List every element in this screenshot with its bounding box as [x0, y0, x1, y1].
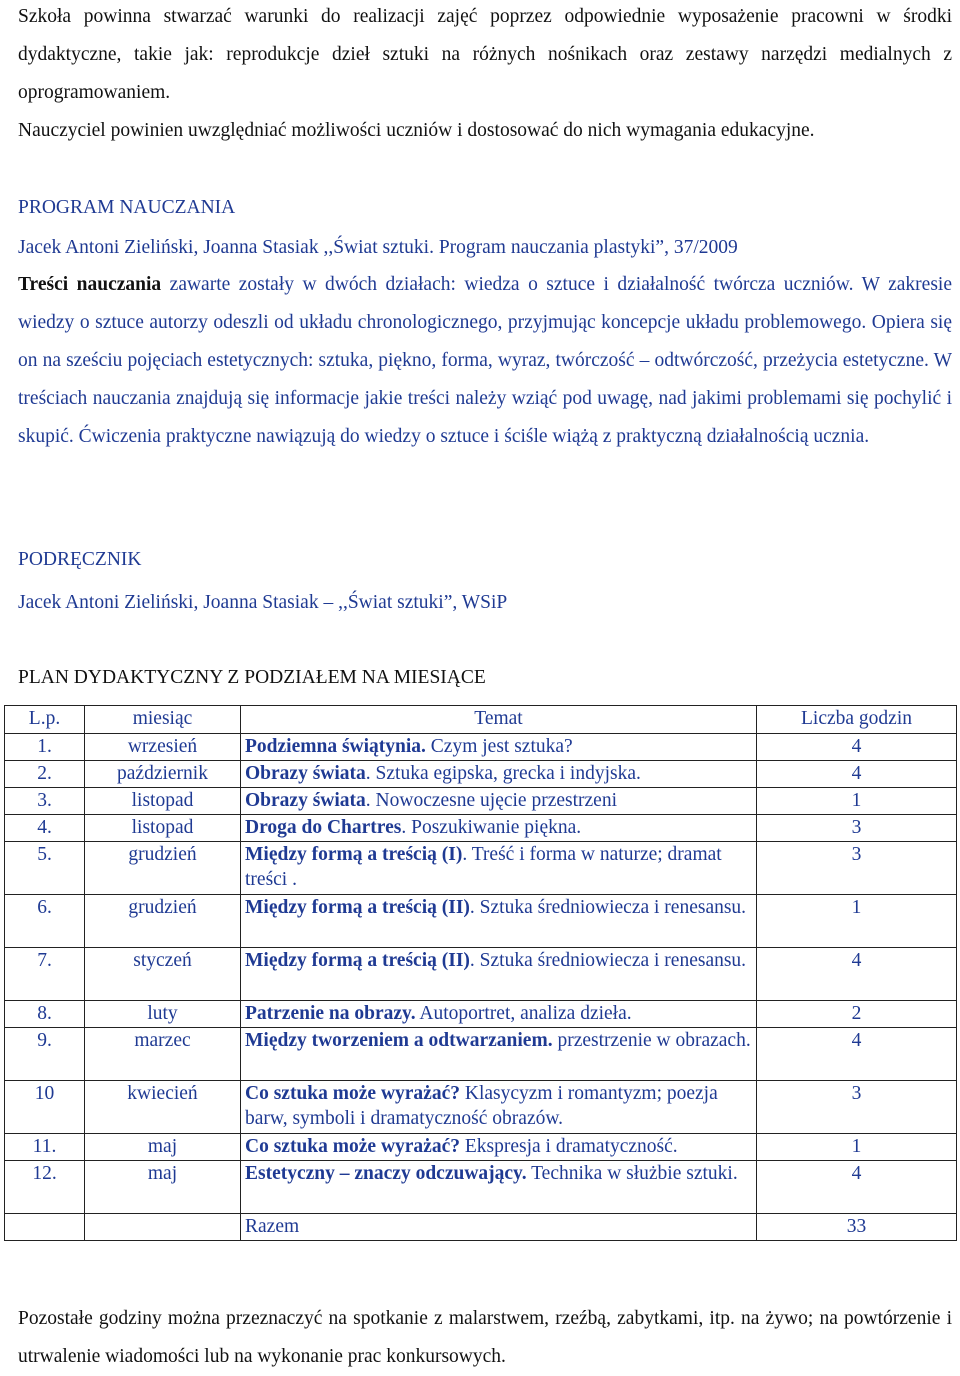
- textbook-source: Jacek Antoni Zieliński, Joanna Stasiak – ,,Świat sztuki”, WSiP: [18, 592, 508, 613]
- table-row: [5, 1134, 957, 1161]
- row-month: maj: [85, 1134, 241, 1161]
- row-hours: 3: [757, 815, 957, 842]
- row-lp: 6.: [5, 895, 85, 948]
- program-heading: PROGRAM NAUCZANIA: [18, 197, 236, 218]
- row-hours: 4: [757, 1028, 957, 1081]
- plan-heading: PLAN DYDAKTYCZNY Z PODZIAŁEM NA MIESIĄCE: [18, 667, 486, 688]
- row-lp: 7.: [5, 948, 85, 1001]
- header-lp: L.p.: [5, 706, 85, 734]
- row-month: październik: [85, 761, 241, 788]
- intro-section: [18, 0, 952, 150]
- plan-table: [4, 705, 957, 1241]
- total-empty-lp: [5, 1214, 85, 1241]
- row-topic: [241, 788, 757, 815]
- row-topic: [241, 734, 757, 761]
- program-lead: Treści nauczania: [18, 274, 162, 295]
- row-lp: 12.: [5, 1161, 85, 1214]
- topic-title: Między formą a treścią (I): [245, 844, 463, 865]
- table-row: [5, 842, 957, 895]
- topic-detail: . Sztuka egipska, grecka i indyjska.: [365, 763, 641, 784]
- row-month: styczeń: [85, 948, 241, 1001]
- row-month: listopad: [85, 815, 241, 842]
- row-hours: 1: [757, 788, 957, 815]
- textbook-heading: PODRĘCZNIK: [18, 549, 142, 570]
- row-lp: 1.: [5, 734, 85, 761]
- topic-detail: Autoportret, analiza dzieła.: [415, 1003, 632, 1024]
- topic-title: Co sztuka może wyrażać?: [245, 1083, 460, 1104]
- row-month: grudzień: [85, 895, 241, 948]
- row-hours: 3: [757, 1081, 957, 1134]
- topic-detail: . Treść i forma w naturze; dramat treści .: [245, 844, 722, 890]
- table-total-row: [5, 1214, 957, 1241]
- topic-title: Droga do Chartres: [245, 817, 402, 838]
- row-lp: 11.: [5, 1134, 85, 1161]
- topic-detail: . Poszukiwanie piękna.: [401, 817, 582, 838]
- row-lp: 8.: [5, 1001, 85, 1028]
- topic-detail: Technika w służbie sztuki.: [526, 1163, 738, 1184]
- table-row: [5, 1081, 957, 1134]
- row-topic: [241, 1081, 757, 1134]
- row-topic: [241, 1134, 757, 1161]
- table-row: [5, 734, 957, 761]
- topic-title: Patrzenie na obrazy.: [245, 1003, 416, 1024]
- topic-title: Obrazy świata: [245, 790, 366, 811]
- table-row: [5, 1161, 957, 1214]
- row-month: grudzień: [85, 842, 241, 895]
- header-hours: Liczba godzin: [757, 706, 957, 734]
- total-label: Razem: [241, 1214, 757, 1241]
- topic-title: Między formą a treścią (II): [245, 897, 470, 918]
- row-lp: 9.: [5, 1028, 85, 1081]
- topic-title: Między formą a treścią (II): [245, 950, 470, 971]
- row-lp: 5.: [5, 842, 85, 895]
- row-lp: 4.: [5, 815, 85, 842]
- row-hours: 4: [757, 761, 957, 788]
- row-lp: 2.: [5, 761, 85, 788]
- row-hours: 3: [757, 842, 957, 895]
- row-hours: 2: [757, 1001, 957, 1028]
- topic-detail: . Nowoczesne ujęcie przestrzeni: [365, 790, 617, 811]
- topic-detail: Ekspresja i dramatyczność.: [460, 1136, 678, 1157]
- row-lp: 3.: [5, 788, 85, 815]
- row-topic: [241, 895, 757, 948]
- row-month: listopad: [85, 788, 241, 815]
- program-description: [18, 266, 952, 456]
- row-topic: [241, 842, 757, 895]
- header-topic: Temat: [241, 706, 757, 734]
- row-hours: 1: [757, 1134, 957, 1161]
- table-row: [5, 788, 957, 815]
- row-topic: [241, 1001, 757, 1028]
- topic-detail: Czym jest sztuka?: [425, 736, 573, 757]
- topic-title: Między tworzeniem a odtwarzaniem.: [245, 1030, 553, 1051]
- header-month: miesiąc: [85, 706, 241, 734]
- topic-detail: . Sztuka średniowiecza i renesansu.: [469, 950, 747, 971]
- table-row: [5, 948, 957, 1001]
- table-header-row: [5, 706, 957, 734]
- row-topic: [241, 1028, 757, 1081]
- total-empty-month: [85, 1214, 241, 1241]
- row-month: kwiecień: [85, 1081, 241, 1134]
- table-row: [5, 895, 957, 948]
- intro-paragraph-1: Szkoła powinna stwarzać warunki do realizacji zajęć poprzez odpowiednie wyposażenie pracowni w środki dydaktyczne, takie jak: reprodukcje dzieł sztuki na różnych nośnikach oraz zestawy narzędzi medialnych z oprogramowaniem.: [18, 6, 952, 103]
- intro-paragraph-2: Nauczyciel powinien uwzględniać możliwości uczniów i dostosować do nich wymagania edukacyjne.: [18, 120, 815, 141]
- topic-title: Co sztuka może wyrażać?: [245, 1136, 460, 1157]
- row-month: wrzesień: [85, 734, 241, 761]
- row-lp: 10: [5, 1081, 85, 1134]
- table-row: [5, 1028, 957, 1081]
- row-topic: [241, 948, 757, 1001]
- row-topic: [241, 815, 757, 842]
- program-paragraph: [18, 266, 952, 456]
- row-topic: [241, 761, 757, 788]
- topic-title: Podziemna świątynia.: [245, 736, 426, 757]
- row-hours: 4: [757, 1161, 957, 1214]
- row-hours: 4: [757, 734, 957, 761]
- row-month: maj: [85, 1161, 241, 1214]
- table-row: [5, 1001, 957, 1028]
- row-hours: 1: [757, 895, 957, 948]
- row-topic: [241, 1161, 757, 1214]
- row-month: marzec: [85, 1028, 241, 1081]
- topic-detail: przestrzenie w obrazach.: [552, 1030, 751, 1051]
- table-row: [5, 815, 957, 842]
- topic-detail: . Sztuka średniowiecza i renesansu.: [469, 897, 747, 918]
- closing-paragraph: Pozostałe godziny można przeznaczyć na spotkanie z malarstwem, rzeźbą, zabytkami, itp. na żywo; na powtórzenie i utrwalenie wiadomości lub na wykonanie prac konkursowych.: [18, 1308, 952, 1367]
- row-month: luty: [85, 1001, 241, 1028]
- closing-note: [18, 1300, 952, 1376]
- row-hours: 4: [757, 948, 957, 1001]
- topic-title: Estetyczny – znaczy odczuwający.: [245, 1163, 527, 1184]
- table-row: [5, 761, 957, 788]
- total-hours: 33: [757, 1214, 957, 1241]
- program-source: Jacek Antoni Zieliński, Joanna Stasiak ,,Świat sztuki. Program nauczania plastyki”, 37/2009: [18, 237, 738, 258]
- topic-title: Obrazy świata: [245, 763, 366, 784]
- program-body: zawarte zostały w dwóch działach: wiedza o sztuce i działalność twórcza uczniów. W zakresie wiedzy o sztuce autorzy odeszli od układu chronologicznego, przyjmując koncepcje układu problemowego. Opiera się on na sześciu pojęciach estetycznych: sztuka, piękno, forma, wyraz, twórczość – odtwórczość, przeżycia estetyczne. W treściach nauczania znajdują się informacje jakie treści należy wziąć pod uwagę, nad jakimi problemami się pochylić i skupić. Ćwiczenia praktyczne nawiązują do wiedzy o sztuce i ściśle wiążą z praktyczną działalnością ucznia.: [18, 274, 952, 447]
- topic-detail: Klasycyzm i romantyzm; poezja barw, symboli i dramatyczność obrazów.: [245, 1083, 718, 1129]
